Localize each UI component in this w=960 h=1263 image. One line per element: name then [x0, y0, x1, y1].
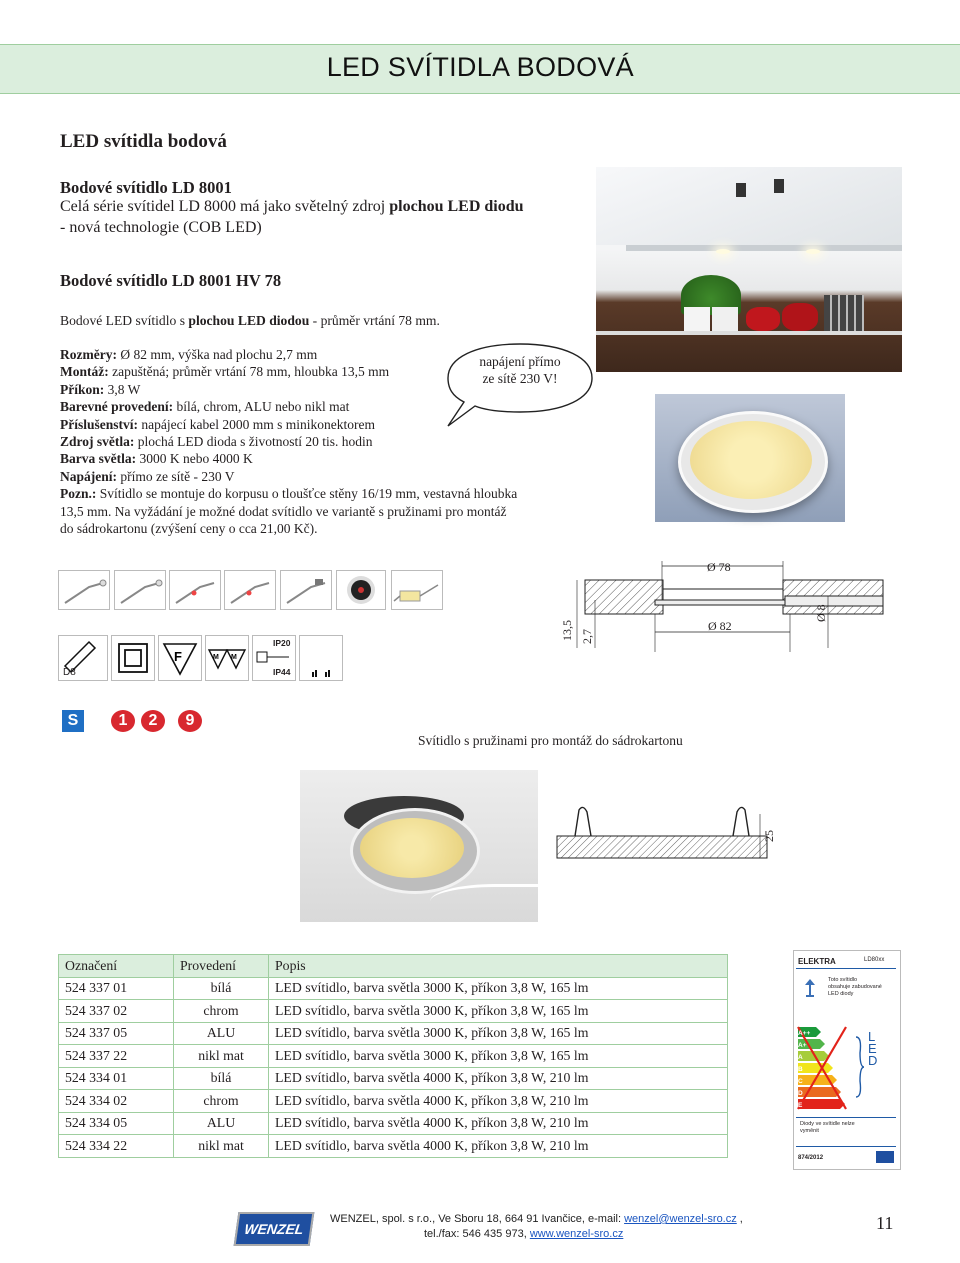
footer-contact: [330, 1212, 743, 1242]
led-letter: E: [868, 1041, 877, 1056]
cell-desc: LED svítidlo, barva světla 3000 K, příkon 3,8 W, 165 lm: [269, 1022, 728, 1045]
cell-finish: bílá: [174, 1067, 269, 1090]
energy-class-label: A+: [798, 1042, 807, 1049]
dim-d82: Ø 82: [708, 619, 732, 633]
led-letters: [868, 1031, 877, 1067]
energy-label-text3: LED diody: [828, 991, 854, 997]
sensor-thumbnail: [280, 570, 332, 610]
table-row: [59, 1090, 728, 1113]
product1-desc-bold: plochou LED diodu: [389, 198, 524, 215]
spec-value: napájecí kabel 2000 mm s minikonektorem: [138, 416, 375, 432]
energy-label-reg: 874/2012: [798, 1155, 824, 1161]
spec-label: Zdroj světla:: [60, 434, 135, 450]
energy-label-text1: Toto svítidlo: [828, 977, 858, 983]
cell-code: 524 334 02: [59, 1090, 174, 1113]
spec-row: [60, 468, 517, 485]
table-row: [59, 1135, 728, 1158]
spring-drawing: [555, 800, 780, 870]
page-title: LED SVÍTIDLA BODOVÁ: [326, 52, 634, 82]
dim-h25: 25: [762, 830, 776, 842]
driver-thumbnail: [391, 570, 443, 610]
cable-thumbnail: [169, 570, 221, 610]
led-letter: L: [868, 1029, 876, 1044]
footer-line2: [330, 1227, 743, 1242]
mm-mark-icon: [205, 635, 249, 681]
product2-name: Bodové svítidlo LD 8001 HV 78: [60, 271, 282, 290]
product2-intro-text: Bodové LED svítidlo s: [60, 313, 189, 328]
spec-value: Svítidlo se montuje do korpusu o tloušťce stěny 16/19 mm, vestavná hloubka: [96, 486, 518, 502]
cell-code: 524 337 02: [59, 1000, 174, 1023]
spec-label: Barva světla:: [60, 451, 137, 467]
dim-h135: 13,5: [560, 620, 574, 641]
spec-note-line: 13,5 mm. Na vyžádání je možné dodat svítidlo ve variantě s pružinami pro montáž: [60, 503, 507, 519]
touch-switch-thumbnail: [336, 570, 386, 610]
svg-text:F: F: [174, 649, 182, 664]
spec-label: Příkon:: [60, 381, 105, 397]
cell-finish: ALU: [174, 1022, 269, 1045]
cell-desc: LED svítidlo, barva světla 4000 K, příkon 3,8 W, 210 lm: [269, 1090, 728, 1113]
ip44-label: IP44: [273, 667, 291, 677]
table-row: [59, 1000, 728, 1023]
cell-desc: LED svítidlo, barva světla 3000 K, příkon 3,8 W, 165 lm: [269, 1045, 728, 1068]
product1-desc-text: Celá série svítidel LD 8000 má jako světelný zdroj: [60, 198, 390, 215]
section-title: LED svítidla bodová: [60, 131, 227, 152]
cell-finish: nikl mat: [174, 1135, 269, 1158]
spec-value: 3000 K nebo 4000 K: [136, 451, 253, 467]
energy-label-brand: ELEKTRA: [798, 957, 836, 966]
bubble-line2: ze sítě 230 V!: [482, 371, 558, 386]
cable-thumbnail: [58, 570, 110, 610]
energy-label-note: [800, 1121, 855, 1135]
table-row: [59, 1067, 728, 1090]
spec-label: Napájení:: [60, 468, 117, 484]
product1-name: Bodové svítidlo LD 8001: [60, 178, 232, 197]
d8-label: D8: [63, 667, 76, 678]
cell-desc: LED svítidlo, barva světla 4000 K, příkon 3,8 W, 210 lm: [269, 1112, 728, 1135]
table-row: [59, 1112, 728, 1135]
energy-class-label: D: [798, 1090, 803, 1097]
spec-label: Příslušenství:: [60, 416, 139, 432]
col-header-provedeni: Provedení: [174, 955, 269, 978]
energy-class-scale: [796, 1025, 896, 1113]
spec-label: Rozměry:: [60, 347, 117, 362]
cell-finish: chrom: [174, 1090, 269, 1113]
cell-desc: LED svítidlo, barva světla 3000 K, příkon 3,8 W, 165 lm: [269, 1000, 728, 1023]
d8-icon: [58, 635, 108, 681]
class-ii-icon: [111, 635, 155, 681]
badge-s: S: [62, 710, 84, 732]
spring-luminaire-photo: [300, 770, 538, 922]
spec-label: Barevné provedení:: [60, 399, 174, 415]
col-header-oznaceni: Označení: [59, 955, 174, 978]
energy-class-label: C: [798, 1078, 803, 1085]
f-mark-icon: [158, 635, 202, 681]
spec-note-line: do sádrokartonu (zvýšení ceny o cca 21,00 Kč).: [60, 521, 318, 537]
spring-caption: Svítidlo s pružinami pro montáž do sádrokartonu: [418, 733, 683, 748]
energy-class-label: B: [798, 1066, 803, 1073]
product2-intro: [60, 312, 440, 329]
ip-rating-icon: [252, 635, 296, 681]
spec-row: [60, 450, 517, 467]
cell-code: 524 337 22: [59, 1045, 174, 1068]
energy-label-model: LD80xx: [864, 957, 885, 963]
spec-label: Montáž:: [60, 364, 109, 380]
luminaire-photo: [655, 394, 845, 522]
cell-finish: bílá: [174, 977, 269, 1000]
svg-text:M: M: [231, 654, 237, 661]
dim-d8: Ø 8: [814, 604, 828, 622]
page-number: 11: [876, 1213, 894, 1233]
spec-row: [60, 485, 517, 502]
footer-email-link[interactable]: wenzel@wenzel-sro.cz: [624, 1213, 737, 1225]
dim-d78: Ø 78: [707, 560, 731, 574]
cell-code: 524 334 01: [59, 1067, 174, 1090]
cell-finish: ALU: [174, 1112, 269, 1135]
led-letter: D: [868, 1053, 878, 1068]
col-header-popis: Popis: [269, 955, 728, 978]
cell-code: 524 334 22: [59, 1135, 174, 1158]
energy-label: [793, 950, 901, 1170]
kitchen-photo: [596, 167, 902, 372]
energy-class-label: E: [798, 1102, 803, 1109]
energy-class-label: A: [798, 1054, 803, 1061]
spec-value: přímo ze sítě - 230 V: [117, 468, 235, 484]
cell-finish: chrom: [174, 1000, 269, 1023]
badge-9: 9: [178, 710, 202, 732]
spec-value: plochá LED dioda s životností 20 tis. hodin: [134, 434, 373, 450]
badge-2: 2: [141, 710, 165, 732]
energy-class-labels: [798, 1028, 810, 1112]
energy-label-note1: Diody ve svítidle nelze: [800, 1121, 855, 1127]
energy-label-note2: vyměnit: [800, 1128, 819, 1134]
energy-class-label: A++: [798, 1030, 811, 1037]
eu-flag-icon: [876, 1151, 894, 1163]
cable-thumbnail: [224, 570, 276, 610]
spec-value: 3,8 W: [104, 381, 141, 397]
table-row: [59, 1022, 728, 1045]
product2-intro-bold: plochou LED diodou: [188, 313, 310, 328]
cell-code: 524 337 05: [59, 1022, 174, 1045]
table-row: [59, 977, 728, 1000]
cell-code: 524 334 05: [59, 1112, 174, 1135]
footer-line1: [330, 1212, 743, 1227]
spec-row: [60, 433, 517, 450]
cell-desc: LED svítidlo, barva světla 4000 K, příkon 3,8 W, 210 lm: [269, 1135, 728, 1158]
product1-desc-line2: - nová technologie (COB LED): [60, 219, 262, 236]
cell-desc: LED svítidlo, barva světla 3000 K, příkon 3,8 W, 165 lm: [269, 977, 728, 1000]
svg-text:M: M: [213, 654, 219, 661]
energy-label-text: [828, 977, 882, 998]
product1-desc-line1: [60, 198, 524, 216]
cell-code: 524 337 01: [59, 977, 174, 1000]
footer-comma: ,: [736, 1213, 743, 1225]
energy-label-text2: obsahuje zabudované: [828, 984, 882, 990]
footer-address: WENZEL, spol. s r.o., Ve Sboru 18, 664 91 Ivančice, e-mail:: [330, 1213, 625, 1225]
product2-intro-post: - průměr vrtání 78 mm.: [309, 313, 440, 328]
footer-phone: tel./fax: 546 435 973,: [424, 1228, 530, 1240]
spec-label: Pozn.:: [60, 486, 97, 502]
bubble-text: [440, 353, 600, 387]
spec-value: Ø 82 mm, výška nad plochu 2,7 mm: [116, 347, 318, 362]
badge-1: 1: [111, 710, 135, 732]
spec-value: bílá, chrom, ALU nebo nikl mat: [173, 399, 350, 415]
bubble-line1: napájení přímo: [479, 354, 561, 369]
spec-value: zapuštěná; průměr vrtání 78 mm, hloubka 13,5 mm: [108, 364, 390, 380]
table-row: [59, 1045, 728, 1068]
cell-desc: LED svítidlo, barva světla 4000 K, příkon 3,8 W, 210 lm: [269, 1067, 728, 1090]
lamp-icon: [802, 977, 818, 999]
wenzel-logo: [234, 1212, 315, 1246]
cell-finish: nikl mat: [174, 1045, 269, 1068]
cable-thumbnail: [114, 570, 166, 610]
product-table: [58, 954, 728, 1158]
table-header-row: [59, 955, 728, 978]
dim-h27: 2,7: [580, 629, 594, 644]
footer-web-link[interactable]: www.wenzel-sro.cz: [529, 1228, 624, 1240]
wenzel-logo-text: WENZEL: [243, 1221, 305, 1237]
ip20-label: IP20: [273, 638, 291, 648]
energy-bars-icon: [299, 635, 343, 681]
